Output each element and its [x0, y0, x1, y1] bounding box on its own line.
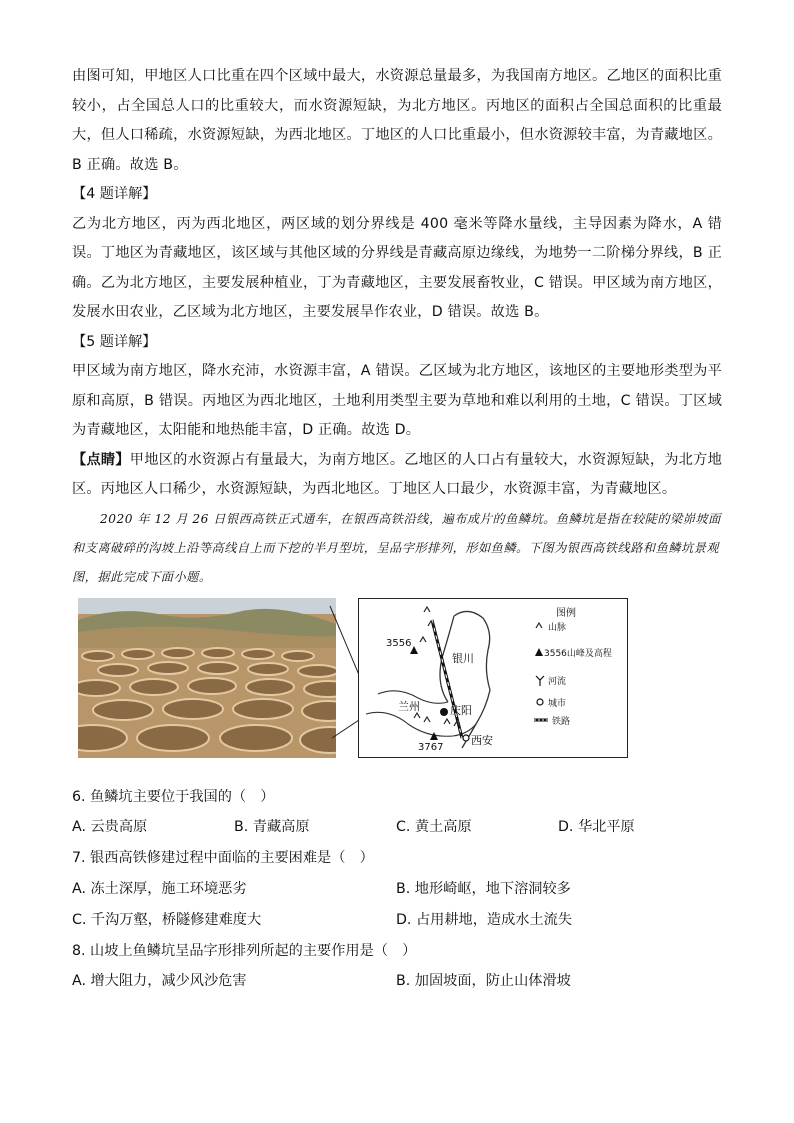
question-6-option-a: A. 云贵高原	[72, 819, 148, 835]
q4-explanation: 乙为北方地区，丙为西北地区，两区域的划分界线是 400 毫米等降水量线，主导因素为降水，A 错误。丁地区为青藏地区，该区域与其他区域的分界线是青藏高原边缘线，为地势一二阶梯分界线，B 正确。乙为北方地区，主要发展种植业，丁为青藏地区，主要发展畜牧业，C 错误。甲区域为南方地区，发展水田农业，乙区域为北方地区，主要发展旱作农业，D 错误。故选 B。	[72, 215, 722, 320]
callout-lines	[322, 598, 362, 758]
question-7-options-row2	[72, 905, 722, 936]
map-label-peak-3767: 3767	[418, 741, 444, 753]
hint-paragraph	[72, 446, 722, 505]
q3-explanation: 由图可知，甲地区人口比重在四个区域中最大，水资源总量最多，为我国南方地区。乙地区的面积比重较小，占全国总人口的比重较大，而水资源短缺，为北方地区。丙地区的面积占全国总面积的比重最大，但人口稀疏，水资源短缺，为西北地区。丁地区的人口比重最小，但水资源较丰富，为青藏地区。B 正确。故选 B。	[72, 68, 722, 173]
railway-map	[358, 598, 628, 758]
question-6-options	[72, 812, 722, 843]
question-7-option-c: C. 千沟万壑，桥隧修建难度大	[72, 911, 262, 928]
material-intro: 2020 年 12 月 26 日银西高铁正式通车，在银西高铁沿线，遍布成片的鱼鳞坑。鱼鳞坑是指在较陡的梁峁坡面和支离破碎的沟坡上沿等高线自上而下挖的半月型坑，呈品字形排列，形如鱼鳞。下图为银西高铁线路和鱼鳞坑景观图，据此完成下面小题。	[72, 511, 721, 584]
hint-label: 【点睛】	[72, 451, 130, 468]
map-label-xian: 西安	[471, 733, 493, 747]
question-7-stem: 7. 银西高铁修建过程中面临的主要困难是（ ）	[72, 850, 374, 866]
question-7-option-b: B. 地形崎岖，地下溶洞较多	[396, 880, 571, 897]
map-label-qingyang: 庆阳	[450, 703, 472, 717]
map-label-lanzhou: 兰州	[398, 699, 420, 713]
question-6-option-d: D. 华北平原	[558, 819, 635, 835]
question-6-option-b: B. 青藏高原	[234, 819, 310, 835]
question-8-stem: 8. 山坡上鱼鳞坑呈品字形排列所起的主要作用是（ ）	[72, 942, 417, 959]
question-7-option-a: A. 冻土深厚，施工环境恶劣	[72, 880, 247, 897]
fish-scale-pit-photo	[78, 598, 336, 758]
legend-title: 图例	[556, 607, 576, 619]
q4-detail-heading: 【4 题详解】	[72, 186, 157, 202]
question-8-option-a: A. 增大阻力，减少风沙危害	[72, 973, 247, 989]
legend-item-city: 城市	[548, 698, 567, 709]
question-8-options-row1	[72, 966, 722, 997]
q5-explanation: 甲区域为南方地区，降水充沛，水资源丰富，A 错误。乙区域为北方地区，该地区的主要地形类型为平原和高原，B 错误。丙地区为西北地区，土地利用类型主要为草地和难以利用的土地，C 错误。丁区域为青藏地区，太阳能和地热能丰富，D 正确。故选 D。	[72, 363, 722, 438]
question-8-option-b: B. 加固坡面，防止山体滑坡	[396, 973, 571, 989]
legend-item-river: 河流	[548, 676, 567, 687]
legend-item-peak: 3556山峰及高程	[544, 648, 612, 659]
legend-item-railway: 铁路	[552, 716, 571, 727]
map-label-yinchuan: 银川	[452, 651, 474, 665]
figure-area	[72, 598, 722, 776]
question-6-option-c: C. 黄土高原	[396, 819, 472, 835]
question-7-option-d: D. 占用耕地，造成水土流失	[396, 911, 573, 928]
hint-text: 甲地区的水资源占有量最大，为南方地区。乙地区的人口占有量较大，水资源短缺，为北方地区。丙地区人口稀少，水资源短缺，为西北地区。丁地区人口最少，水资源丰富，为青藏地区。	[72, 451, 723, 497]
question-6-stem: 6. 鱼鳞坑主要位于我国的（ ）	[72, 788, 275, 805]
document-page	[72, 62, 722, 997]
question-7-options-row1	[72, 874, 722, 905]
map-label-peak-3556: 3556	[386, 637, 412, 649]
q5-detail-heading: 【5 题详解】	[72, 333, 157, 350]
legend-item-mountain: 山脉	[548, 622, 567, 633]
